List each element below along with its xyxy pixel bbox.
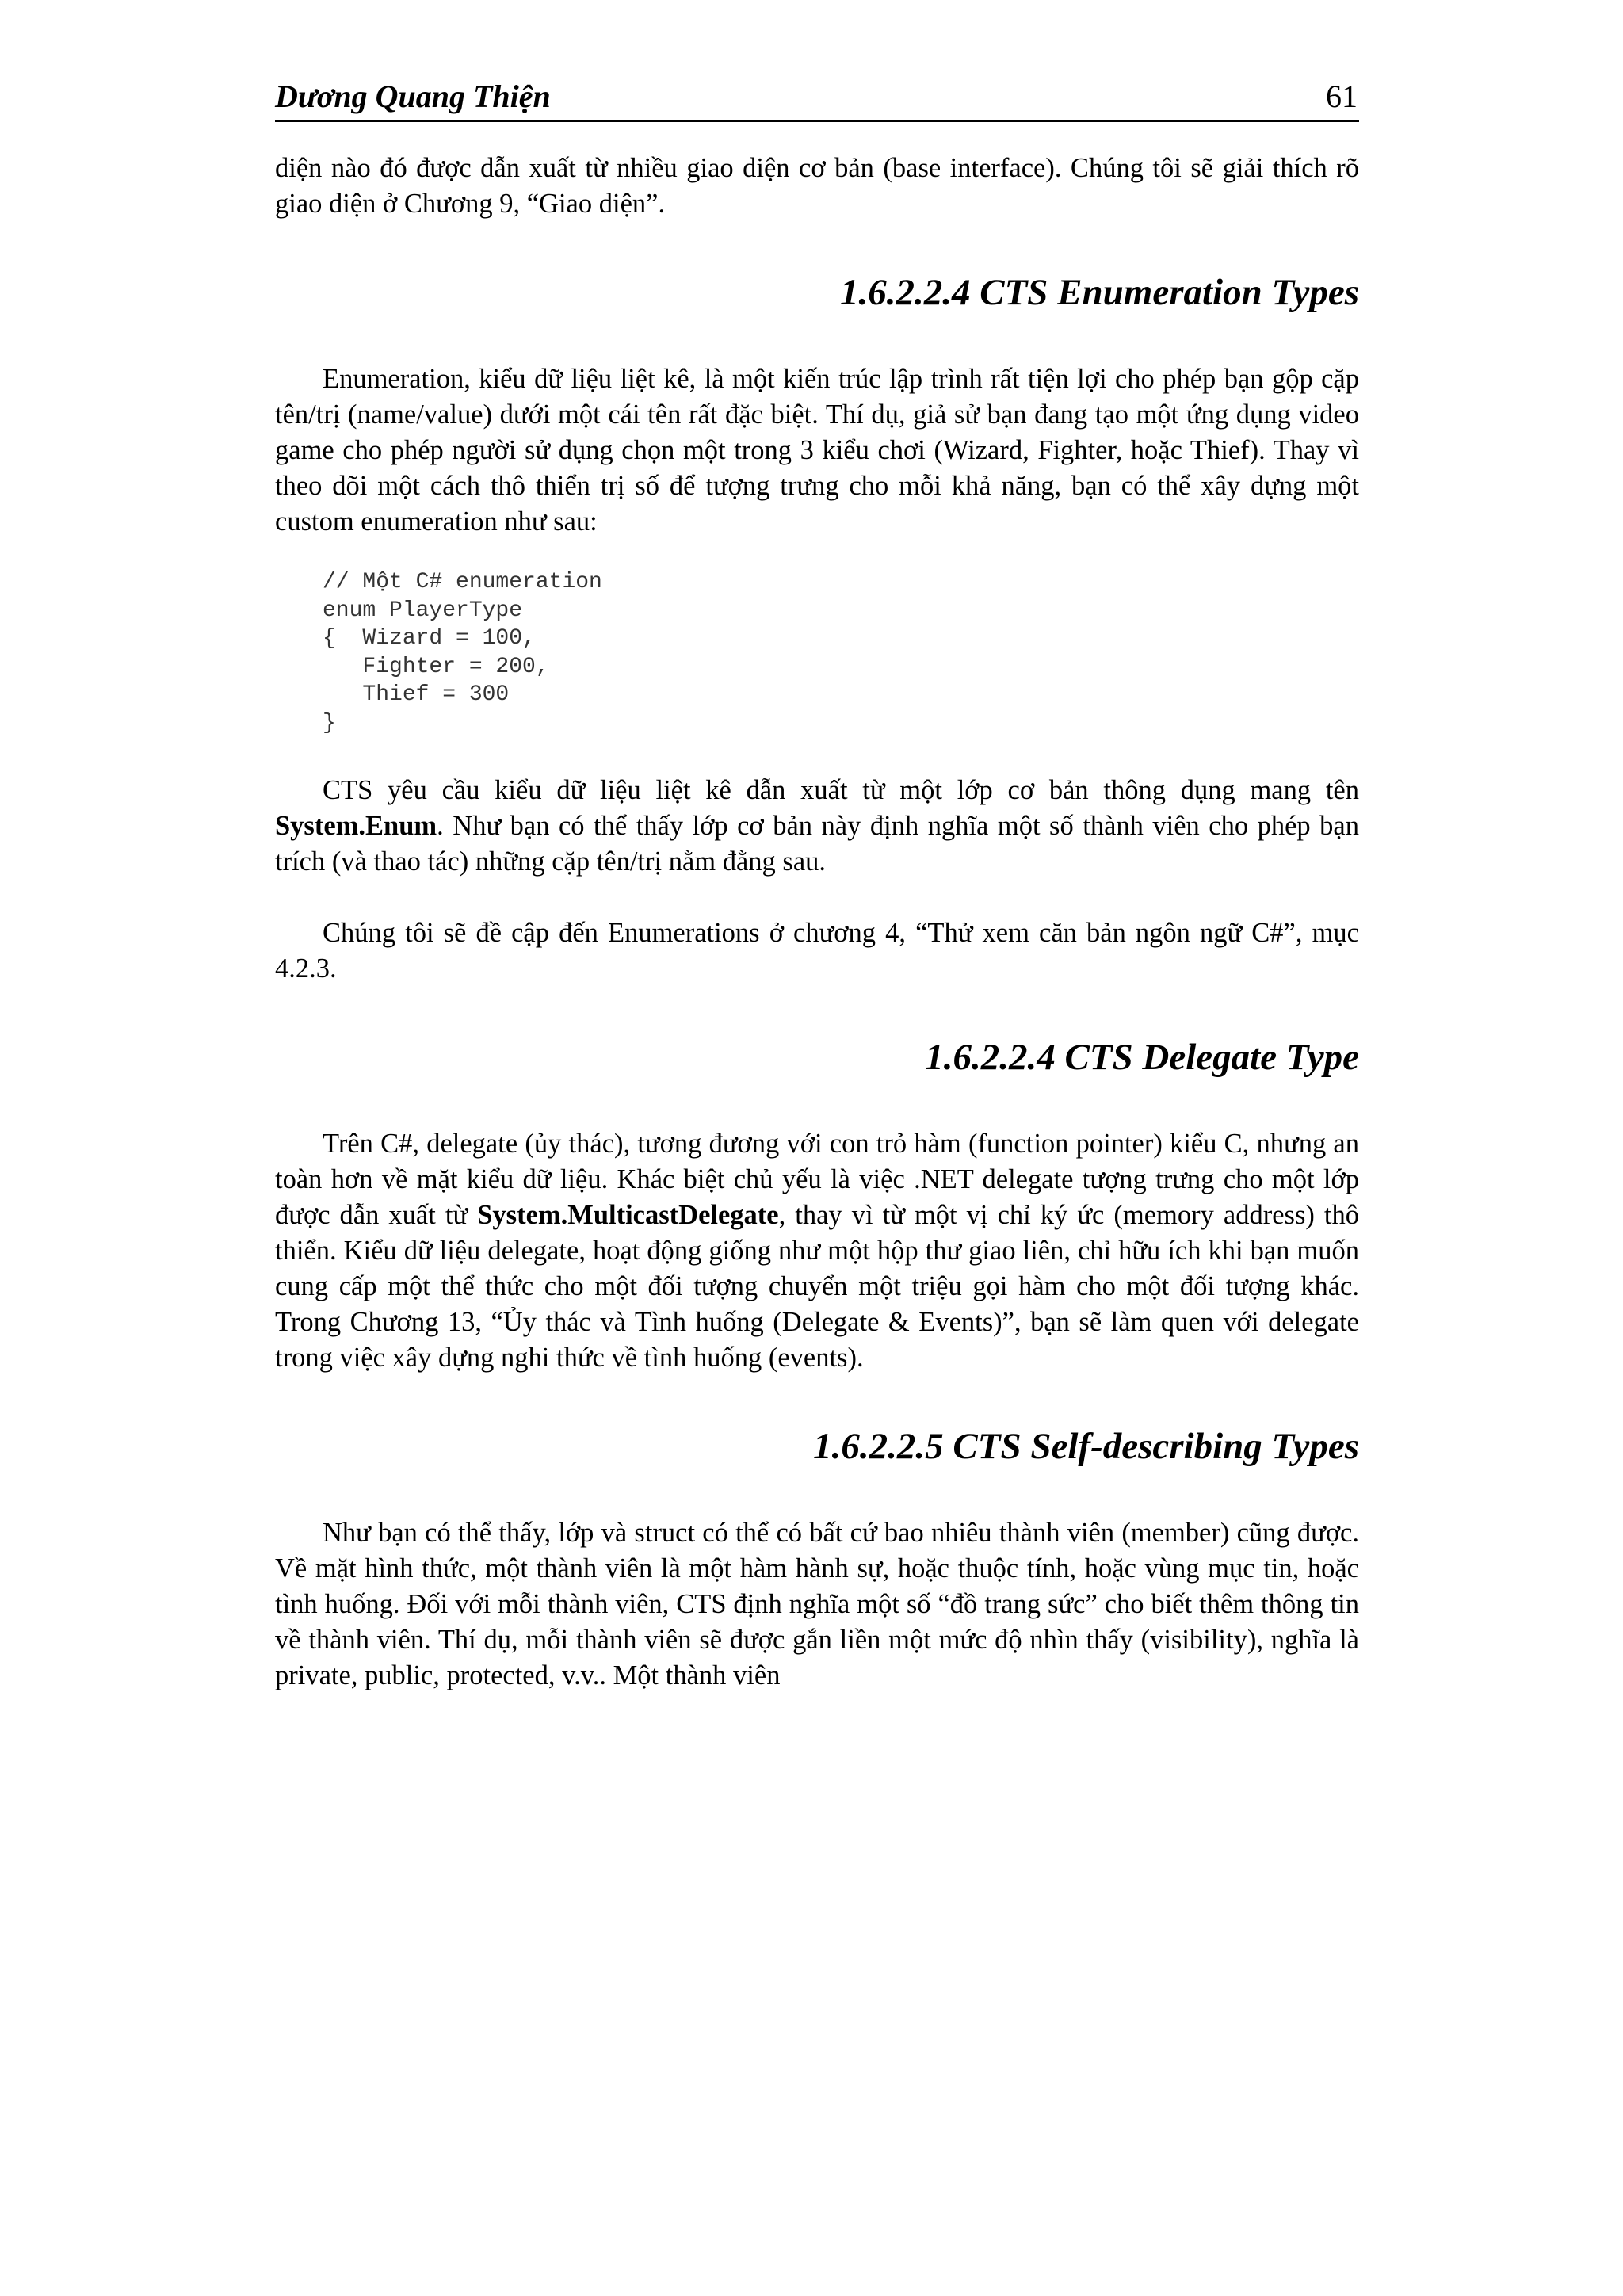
page-header bbox=[275, 78, 1359, 122]
page-body bbox=[275, 151, 1359, 1694]
delegate-p1-text-before: Trên C#, delegate (ủy thác), tương đương với con trỏ hàm (function pointer) kiểu C, nhưng an toàn hơn về mặt kiểu dữ liệu. Khác biệt chủ yếu là việc .NET delegate tượng trưng cho một lớp được dẫn xuất từ bbox=[275, 1129, 1359, 1230]
enum-paragraph-3: Chúng tôi sẽ đề cập đến Enumerations ở chương 4, “Thử xem căn bản ngôn ngữ C#”, mục 4.2.3. bbox=[275, 918, 1359, 984]
heading-self-describing-types: 1.6.2.2.5 CTS Self-describing Types bbox=[813, 1426, 1359, 1467]
enum-p2-text-after: . Như bạn có thể thấy lớp cơ bản này định nghĩa một số thành viên cho phép bạn trích (và thao tác) những cặp tên/trị nằm đằng sau. bbox=[275, 811, 1359, 877]
intro-paragraph: diện nào đó được dẫn xuất từ nhiều giao diện cơ bản (base interface). Chúng tôi sẽ giải thích rõ giao diện ở Chương 9, “Giao diện”. bbox=[275, 153, 1359, 219]
delegate-p1-bold: System.MulticastDelegate bbox=[477, 1200, 779, 1230]
selfdesc-paragraph-1: Như bạn có thể thấy, lớp và struct có thể có bất cứ bao nhiêu thành viên (member) cũng được. Về mặt hình thức, một thành viên là một hàm hành sự, hoặc thuộc tính, hoặc vùng mục tin, hoặc tình huống. Đối với mỗi thành viên, CTS định nghĩa một số “đồ trang sức” cho biết thêm thông tin về thành viên. Thí dụ, mỗi thành viên sẽ được gắn liền một mức độ nhìn thấy (visibility), nghĩa là private, public, protected, v.v.. Một thành viên bbox=[275, 1518, 1359, 1690]
code-block-enum: // Một C# enumeration enum PlayerType { Wizard = 100, Fighter = 200, Thief = 300 } bbox=[323, 570, 602, 735]
enum-paragraph-2 bbox=[275, 773, 1359, 880]
enum-p2-text-before: CTS yêu cầu kiểu dữ liệu liệt kê dẫn xuất từ một lớp cơ bản thông dụng mang tên bbox=[323, 775, 1359, 805]
delegate-p1-text-after: , thay vì từ một vị chỉ ký ức (memory address) thô thiển. Kiểu dữ liệu delegate, hoạt động giống như một hộp thư giao liên, chỉ hữu ích khi bạn muốn cung cấp một thể thức cho một đối tượng chuyển một triệu gọi hàm cho một đối tượng khác. Trong Chương 13, “Ủy thác và Tình huống (Delegate & Events)”, bạn sẽ làm quen với delegate trong việc xây dựng nghi thức về tình huống (events). bbox=[275, 1200, 1360, 1373]
heading-enumeration-types: 1.6.2.2.4 CTS Enumeration Types bbox=[839, 272, 1359, 313]
header-author: Dương Quang Thiện bbox=[275, 78, 551, 114]
enum-paragraph-1: Enumeration, kiểu dữ liệu liệt kê, là một kiến trúc lập trình rất tiện lợi cho phép bạn gộp cặp tên/trị (name/value) dưới một cái tên rất đặc biệt. Thí dụ, giả sử bạn đang tạo một ứng dụng video game cho phép người sử dụng chọn một trong 3 kiểu chơi (Wizard, Fighter, hoặc Thief). Thay vì theo dõi một cách thô thiển trị số để tượng trưng cho mỗi khả năng, bạn có thể xây dựng một custom enumeration như sau: bbox=[275, 364, 1359, 537]
heading-delegate-type: 1.6.2.2.4 CTS Delegate Type bbox=[925, 1037, 1359, 1078]
enum-p2-bold: System.Enum bbox=[275, 811, 437, 841]
delegate-paragraph-1 bbox=[275, 1126, 1359, 1376]
page-number: 61 bbox=[1326, 78, 1358, 114]
